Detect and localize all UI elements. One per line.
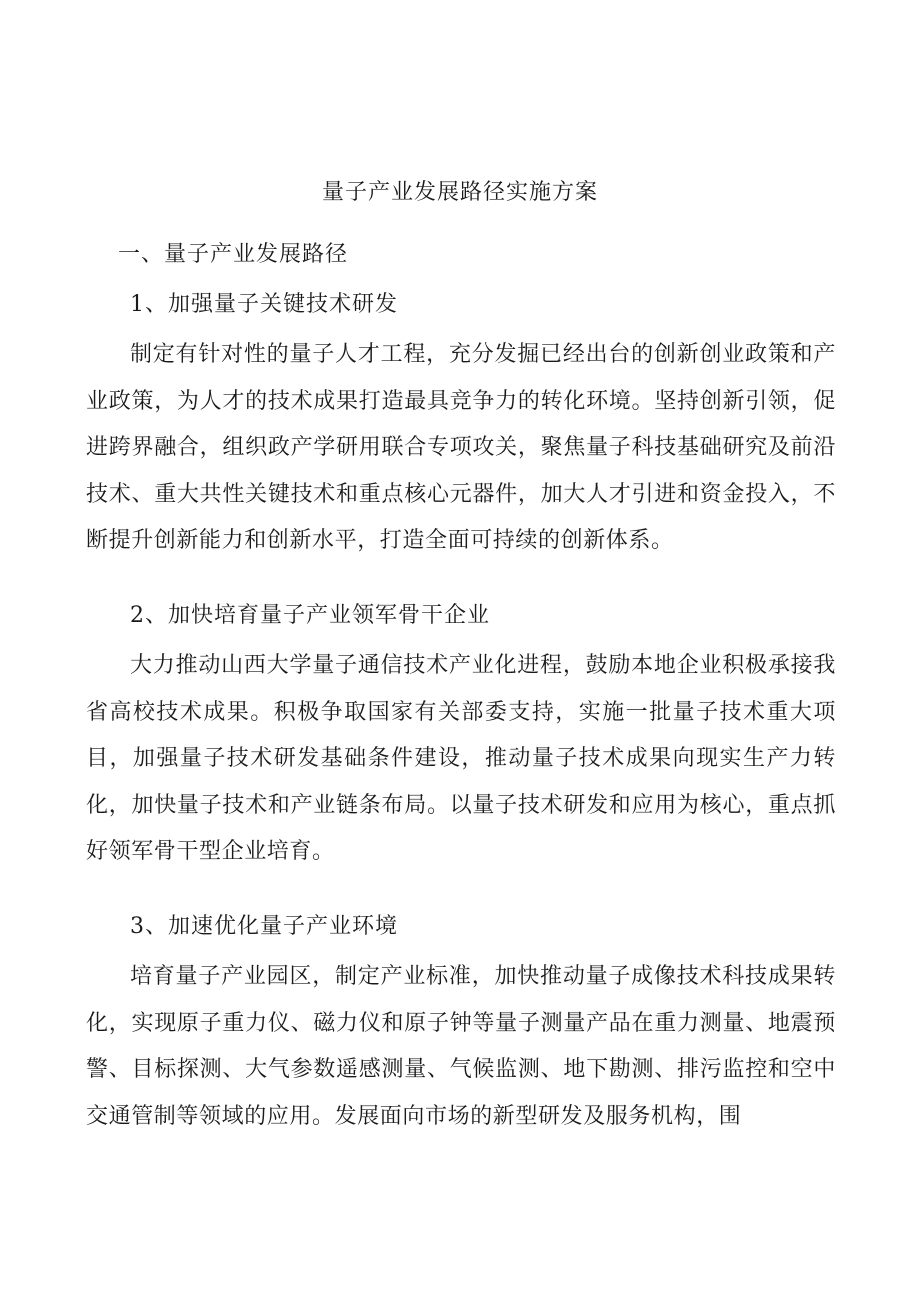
- subsection-heading-1: 1、加强量子关键技术研发: [130, 292, 398, 317]
- section-heading-1: 一、量子产业发展路径: [118, 242, 349, 267]
- document-title: 量子产业发展路径实施方案: [321, 180, 598, 205]
- subsection-heading-2: 2、加快培育量子产业领军骨干企业: [130, 603, 490, 628]
- paragraph-3: 培育量子产业园区，制定产业标准，加快推动量子成像技术科技成果转化，实现原子重力仪、磁力仪和原子钟等量子测量产品在重力测量、地震预警、目标探测、大气参数遥感测量、气候监测、地下勘测、排污监控和空中交通管制等领域的应用。发展面向市场的新型研发及服务机构，围: [86, 964, 836, 1129]
- paragraph-2: 大力推动山西大学量子通信技术产业化进程，鼓励本地企业积极承接我省高校技术成果。积极争取国家有关部委支持，实施一批量子技术重大项目，加强量子技术研发基础条件建设，推动量子技术成果向现实生产力转化，加快量子技术和产业链条布局。以量子技术研发和应用为核心，重点抓好领军骨干型企业培育。: [86, 653, 836, 864]
- paragraph-1: 制定有针对性的量子人才工程，充分发掘已经出台的创新创业政策和产业政策，为人才的技术成果打造最具竞争力的转化环境。坚持创新引领，促进跨界融合，组织政产学研用联合专项攻关，聚焦量子科技基础研究及前沿技术、重大共性关键技术和重点核心元器件，加大人才引进和资金投入，不断提升创新能力和创新水平，打造全面可持续的创新体系。: [86, 342, 836, 553]
- subsection-heading-3: 3、加速优化量子产业环境: [130, 914, 398, 939]
